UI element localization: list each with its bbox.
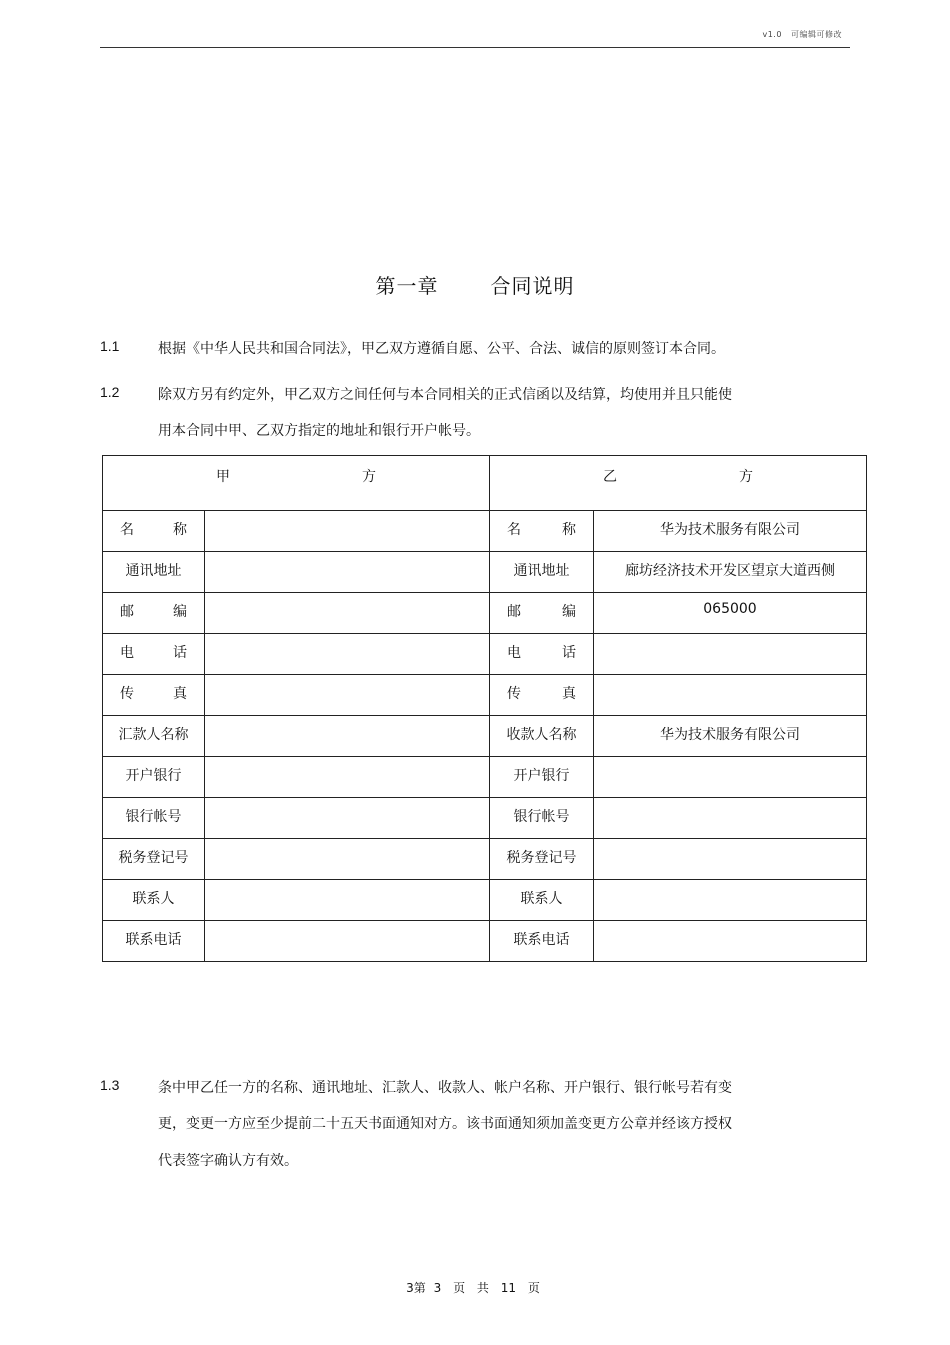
- party-b-field-label: [490, 634, 594, 675]
- table-row: [103, 593, 867, 634]
- party-b-field-label: [490, 757, 594, 798]
- party-a-field-value[interactable]: [205, 921, 490, 962]
- party-a-field-value[interactable]: [205, 593, 490, 634]
- party-a-head-char: 甲: [216, 469, 230, 485]
- current-page: 3: [433, 1281, 442, 1295]
- footer-prefix: 3第: [406, 1281, 426, 1295]
- party-b-head-char: 方: [739, 469, 753, 485]
- field-label-text: 电: [120, 645, 134, 661]
- field-label-text: 邮: [507, 604, 521, 620]
- table-row: [103, 511, 867, 552]
- field-label-text: 银行帐号: [513, 809, 570, 825]
- party-a-field-value[interactable]: [205, 511, 490, 552]
- field-label-text: 话: [173, 645, 187, 661]
- clause-text: 条中甲乙任一方的名称、通讯地址、汇款人、收款人、帐户名称、开户银行、银行帐号若有变: [158, 1080, 732, 1096]
- party-b-field-label: [490, 880, 594, 921]
- table-row: [103, 921, 867, 962]
- party-a-field-label: [103, 839, 205, 880]
- field-label-text: 编: [562, 604, 576, 620]
- party-a-field-label: [103, 798, 205, 839]
- field-label-text: 邮: [120, 604, 134, 620]
- party-info-table: [102, 455, 867, 962]
- party-b-field-value[interactable]: 华为技术服务有限公司: [594, 511, 867, 552]
- field-label-text: 通讯地址: [513, 563, 570, 579]
- party-a-field-label: [103, 921, 205, 962]
- table-row: [103, 634, 867, 675]
- party-b-field-value[interactable]: [594, 880, 867, 921]
- party-b-field-label: [490, 839, 594, 880]
- party-b-field-value[interactable]: [594, 675, 867, 716]
- party-a-head-char: 方: [362, 469, 376, 485]
- field-label-text: 传: [120, 686, 134, 702]
- party-a-field-label: [103, 593, 205, 634]
- party-b-field-value[interactable]: 廊坊经济技术开发区望京大道西侧: [594, 552, 867, 593]
- party-a-field-value[interactable]: [205, 634, 490, 675]
- field-label-text: 传: [507, 686, 521, 702]
- party-b-field-label: [490, 798, 594, 839]
- table-row: [103, 757, 867, 798]
- party-b-field-value[interactable]: 华为技术服务有限公司: [594, 716, 867, 757]
- field-label-text: 联系电话: [125, 932, 182, 948]
- clause-text: 更，变更一方应至少提前二十五天书面通知对方。该书面通知须加盖变更方公章并经该方授权: [158, 1116, 732, 1132]
- party-a-field-label: [103, 880, 205, 921]
- field-label-text: 名: [120, 522, 134, 538]
- field-label-text: 汇款人名称: [118, 727, 189, 743]
- chapter-number: 第一章: [375, 274, 439, 298]
- party-a-field-label: [103, 552, 205, 593]
- party-b-field-label: [490, 921, 594, 962]
- party-a-field-value[interactable]: [205, 798, 490, 839]
- table-row: [103, 716, 867, 757]
- party-a-field-value[interactable]: [205, 880, 490, 921]
- page-footer: [0, 1279, 950, 1296]
- party-b-header: [490, 456, 867, 511]
- field-label-text: 真: [562, 686, 576, 702]
- party-b-field-label: [490, 675, 594, 716]
- clause-text: 用本合同中甲、乙双方指定的地址和银行开户帐号。: [158, 423, 480, 439]
- clause-number: 1.2: [100, 384, 120, 400]
- clause-number: 1.1: [100, 338, 120, 354]
- party-b-field-label: [490, 593, 594, 634]
- table-row: [103, 839, 867, 880]
- party-b-field-label: [490, 511, 594, 552]
- page-word: 页: [453, 1281, 466, 1295]
- field-label-text: 银行帐号: [125, 809, 182, 825]
- party-a-field-label: [103, 757, 205, 798]
- party-a-field-value[interactable]: [205, 675, 490, 716]
- field-label-text: 话: [562, 645, 576, 661]
- party-b-field-value[interactable]: [594, 921, 867, 962]
- page-word-2: 页: [527, 1281, 540, 1295]
- field-label-text: 税务登记号: [506, 850, 577, 866]
- total-pages: 11: [500, 1281, 517, 1295]
- party-a-header: [103, 456, 490, 511]
- party-a-field-value[interactable]: [205, 757, 490, 798]
- table-row: [103, 798, 867, 839]
- party-a-field-value[interactable]: [205, 839, 490, 880]
- clause-text: 除双方另有约定外，甲乙双方之间任何与本合同相关的正式信函以及结算，均使用并且只能使: [158, 387, 732, 403]
- party-b-field-value[interactable]: [594, 634, 867, 675]
- clause-text: 根据《中华人民共和国合同法》，甲乙双方遵循自愿、公平、合法、诚信的原则签订本合同。: [158, 341, 725, 357]
- field-label-text: 税务登记号: [118, 850, 189, 866]
- total-word: 共: [476, 1281, 489, 1295]
- field-label-text: 编: [173, 604, 187, 620]
- party-b-field-label: [490, 716, 594, 757]
- field-label-text: 收款人名称: [506, 727, 577, 743]
- party-a-field-value[interactable]: [205, 552, 490, 593]
- party-b-field-value[interactable]: 065000: [594, 593, 867, 634]
- field-label-text: 联系电话: [513, 932, 570, 948]
- party-b-head-char: 乙: [603, 469, 617, 485]
- header-note: [756, 29, 842, 40]
- field-label-text: 开户银行: [513, 768, 570, 784]
- party-b-field-value[interactable]: [594, 757, 867, 798]
- field-label-text: 联系人: [520, 891, 563, 907]
- field-label-text: 名: [507, 522, 521, 538]
- editable-note: 可编辑可修改: [791, 30, 842, 39]
- party-a-field-label: [103, 716, 205, 757]
- table-row: [103, 675, 867, 716]
- header-rule: [100, 47, 850, 48]
- party-b-field-value[interactable]: [594, 798, 867, 839]
- clause-text: 代表签字确认方有效。: [158, 1153, 298, 1169]
- field-label-text: 电: [507, 645, 521, 661]
- version-label: v1.0: [762, 30, 782, 39]
- table-row: [103, 552, 867, 593]
- field-label-text: 真: [173, 686, 187, 702]
- chapter-title: [0, 270, 950, 299]
- chapter-name: 合同说明: [490, 274, 575, 298]
- field-label-text: 称: [562, 522, 576, 538]
- field-label-text: 开户银行: [125, 768, 182, 784]
- table-row: [103, 880, 867, 921]
- field-label-text: 称: [173, 522, 187, 538]
- party-a-field-label: [103, 675, 205, 716]
- clause-number: 1.3: [100, 1077, 120, 1093]
- field-label-text: 通讯地址: [125, 563, 182, 579]
- field-label-text: 联系人: [132, 891, 175, 907]
- party-a-field-label: [103, 634, 205, 675]
- table-header-row: [103, 456, 867, 511]
- party-b-field-label: [490, 552, 594, 593]
- party-a-field-label: [103, 511, 205, 552]
- party-b-field-value[interactable]: [594, 839, 867, 880]
- party-a-field-value[interactable]: [205, 716, 490, 757]
